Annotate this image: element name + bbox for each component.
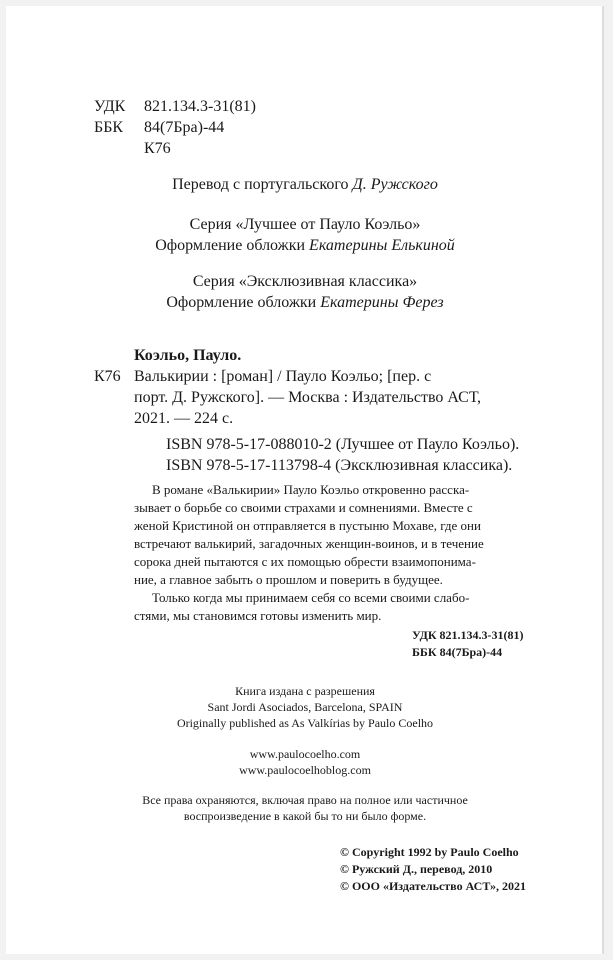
author-mark: К76: [144, 140, 171, 157]
copyright-line-2: © Ружский Д., перевод, 2010: [340, 862, 493, 876]
bbk-repeat: ББК 84(7Бра)-44: [412, 645, 503, 659]
series1-cover-line: [6, 235, 604, 256]
annotation-line: зывает о борьбе со своими страхами и сомнениями. Вместе с: [134, 500, 473, 515]
translator-name: Д. Ружского: [352, 176, 438, 193]
translation-line: [6, 174, 604, 195]
series1-name: Серия «Лучшее от Пауло Коэльо»: [189, 216, 421, 233]
translation-prefix: Перевод с португальского: [172, 176, 353, 193]
catalog-line-1: Валькирии : [роман] / Пауло Коэльо; [пер. с: [134, 368, 432, 385]
website-2: www.paulocoelhoblog.com: [239, 763, 371, 777]
copyright-line-3: © ООО «Издательство АСТ», 2021: [340, 879, 527, 893]
copyright-line-1: © Copyright 1992 by Paulo Coelho: [340, 845, 519, 859]
rights-line-2: воспроизведение в какой бы то ни было форме.: [183, 809, 427, 823]
rights-line-1: Все права охраняются, включая право на полное или частичное: [142, 793, 468, 807]
catalog-mark: К76: [94, 368, 121, 385]
annotation-line: сорока дней пытаются с их помощью обрести взаимопонима-: [134, 554, 476, 569]
series2-cover-line: [6, 292, 604, 313]
annotation-line: ние, а главное забыть о прошлом и поверить в будущее.: [134, 572, 443, 587]
isbn-1: ISBN 978-5-17-088010-2 (Лучшее от Пауло Коэльо).: [166, 436, 520, 453]
annotation-line: В романе «Валькирии» Пауло Коэльо откровенно расска-: [152, 482, 470, 497]
series1-cover-designer: Екатерины Елькиной: [309, 237, 455, 254]
permission-line-1: Книга издана с разрешения: [235, 684, 375, 698]
bbk-label: ББК: [94, 119, 124, 136]
series2-cover-prefix: Оформление обложки: [166, 294, 321, 311]
udk-value: 821.134.3-31(81): [144, 98, 256, 115]
annotation-line: стями, мы становимся готовы изменить мир.: [134, 608, 382, 623]
annotation-line: Только когда мы принимаем себя со всеми своими слабо-: [152, 590, 470, 605]
udk-label: УДК: [94, 98, 126, 115]
annotation-line: встречают валькирий, загадочных женщин-воинов, и в течение: [134, 536, 484, 551]
permission-line-3: Originally published as As Valkírias by Paulo Coelho: [176, 716, 434, 730]
permission-line-2: Sant Jordi Asociados, Barcelona, SPAIN: [207, 700, 403, 714]
isbn-2: ISBN 978-5-17-113798-4 (Эксклюзивная классика).: [166, 457, 513, 474]
series2-cover-designer: Екатерины Ферез: [320, 294, 444, 311]
udk-repeat: УДК 821.134.3-31(81): [412, 628, 524, 642]
website-1: www.paulocoelho.com: [249, 747, 361, 761]
series1-cover-prefix: Оформление обложки: [155, 237, 310, 254]
bbk-value: 84(7Бра)-44: [144, 119, 225, 136]
series2-name: Серия «Эксклюзивная классика»: [192, 273, 418, 290]
catalog-line-2: порт. Д. Ружского]. — Москва : Издательство АСТ,: [134, 389, 481, 406]
book-imprint-page: [6, 6, 604, 954]
catalog-author-heading: Коэльо, Пауло.: [134, 347, 242, 364]
annotation-line: женой Кристиной он отправляется в пустыню Мохаве, где они: [134, 518, 481, 533]
catalog-line-3: 2021. — 224 с.: [134, 410, 234, 427]
